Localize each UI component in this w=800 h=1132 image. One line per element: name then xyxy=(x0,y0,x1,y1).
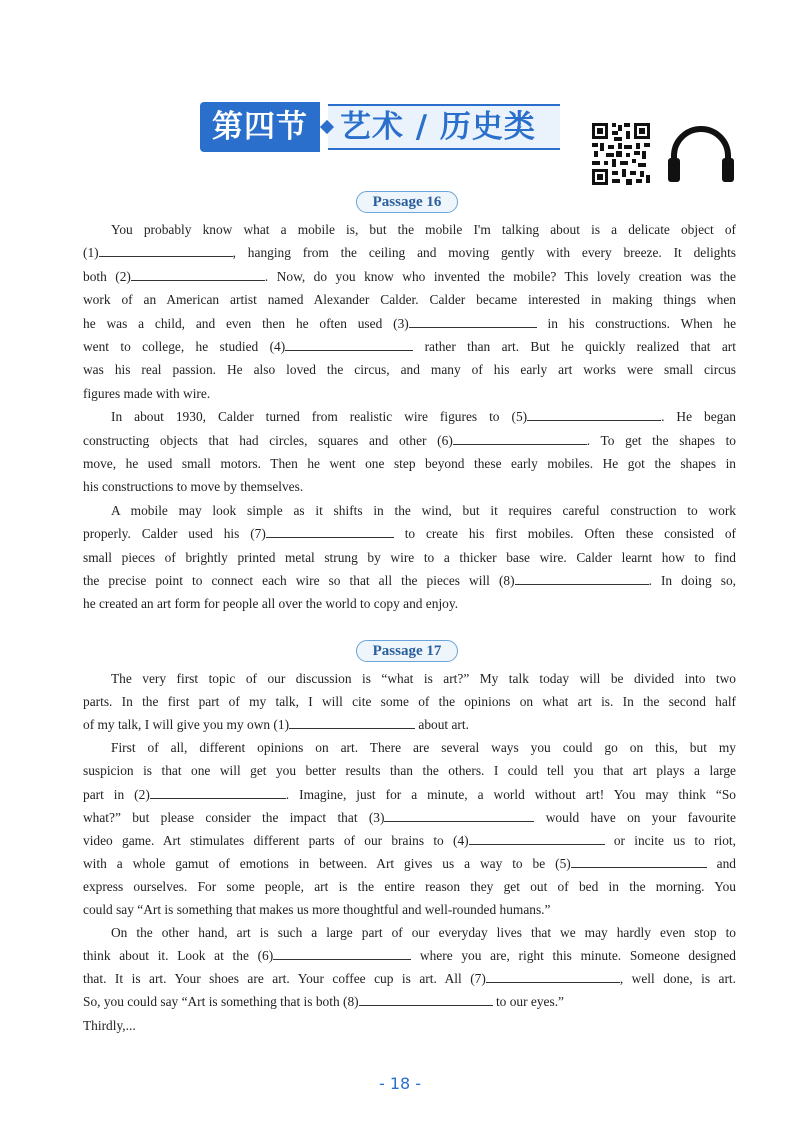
line-text: move, he used small motors. Then he went one step beyond these early mobiles. He got the shapes in xyxy=(83,456,736,471)
line-text: to create his first mobiles. Often these consisted of xyxy=(393,526,737,542)
text-line xyxy=(83,899,736,921)
line-text: and xyxy=(706,855,736,871)
answer-blank[interactable] xyxy=(469,830,605,845)
line-text: he was a child, and even then he often used (3) xyxy=(83,315,409,331)
text-line xyxy=(83,968,736,990)
page-number: - 18 - xyxy=(378,1074,422,1093)
text-line xyxy=(83,945,736,967)
text-line xyxy=(111,500,736,522)
text-line xyxy=(83,547,736,569)
line-text: what?” but please consider the impact that (3) xyxy=(83,809,385,825)
text-line xyxy=(83,1015,736,1037)
answer-blank[interactable] xyxy=(266,523,394,538)
answer-blank[interactable] xyxy=(453,430,587,445)
line-text: properly. Calder used his (7) xyxy=(83,526,266,542)
answer-blank[interactable] xyxy=(527,406,661,421)
answer-blank[interactable] xyxy=(409,313,537,328)
line-text: the precise point to connect each wire so that all the pieces will (8) xyxy=(83,573,515,588)
text-line xyxy=(83,714,736,736)
line-text: (1) xyxy=(83,245,99,261)
line-text: A mobile may look simple as it shifts in the wind, but it requires careful construction to work xyxy=(111,502,736,518)
line-text: with a whole gamut of emotions in between. Art gives us a way to be (5) xyxy=(83,855,571,871)
text-line xyxy=(111,668,736,690)
line-text: Thirdly,... xyxy=(83,1017,136,1033)
line-text: You probably know what a mobile is, but the mobile I'm talking about is a delicate object of xyxy=(111,222,736,237)
line-text: would have on your favourite xyxy=(534,809,736,825)
text-line xyxy=(83,691,736,713)
section-title: 第四节 xyxy=(212,109,308,145)
line-text: where you are, right this minute. Someone designed xyxy=(411,948,736,964)
text-line xyxy=(83,593,736,615)
answer-blank[interactable] xyxy=(285,336,413,351)
line-text: that. It is art. Your shoes are art. Your coffee cup is art. All (7) xyxy=(83,971,486,987)
text-line xyxy=(83,570,736,592)
line-text: think about it. Look at the (6) xyxy=(83,948,274,964)
text-line xyxy=(83,760,736,782)
text-line xyxy=(83,991,736,1013)
topic-title: 艺术 / 历史类 xyxy=(340,109,536,145)
text-line xyxy=(111,219,736,241)
line-text: . Now, do you know who invented the mobile? This lovely creation was the xyxy=(264,268,736,284)
text-line xyxy=(83,336,736,358)
text-line xyxy=(83,807,736,829)
answer-blank[interactable] xyxy=(359,991,493,1006)
text-line xyxy=(83,383,736,405)
line-text: of my talk, I will give you my own (1) xyxy=(83,717,290,733)
headphone-icon[interactable] xyxy=(664,126,738,182)
line-text: . In doing so, xyxy=(648,573,736,588)
section-banner xyxy=(200,102,560,152)
answer-blank[interactable] xyxy=(384,807,534,822)
text-line xyxy=(111,737,736,759)
line-text: . Imagine, just for a minute, a world without art! You may think “So xyxy=(285,786,736,802)
text-line xyxy=(83,359,736,381)
line-text: was his real passion. He also loved the circus, and many of his early art works were small circus xyxy=(83,362,736,378)
passage-17-label: Passage 17 xyxy=(356,640,458,662)
answer-blank[interactable] xyxy=(273,945,411,960)
answer-blank[interactable] xyxy=(571,853,707,868)
line-text: . He began xyxy=(661,409,736,425)
answer-blank[interactable] xyxy=(150,784,286,799)
line-text: part in (2) xyxy=(83,786,150,802)
text-line xyxy=(83,266,736,288)
text-line xyxy=(83,830,736,852)
line-text: figures made with wire. xyxy=(83,385,211,401)
text-line xyxy=(83,476,736,498)
line-text: could say “Art is something that makes us more thoughtful and well-rounded humans.” xyxy=(83,902,551,917)
line-text: The very first topic of our discussion is “what is art?” My talk today will be divided into two xyxy=(111,671,736,686)
line-text: his constructions to move by themselves. xyxy=(83,479,304,495)
line-text: parts. In the first part of my talk, I will cite some of the opinions on what art is. In the second half xyxy=(83,694,736,710)
text-line xyxy=(83,430,736,452)
line-text: , hanging from the ceiling and moving gently with every breeze. It delights xyxy=(232,245,736,261)
line-text: went to college, he studied (4) xyxy=(83,339,286,354)
text-line xyxy=(83,313,736,335)
line-text: small pieces of brightly printed metal strung by wire to a thicker base wire. Calder learnt how to find xyxy=(83,549,736,565)
answer-blank[interactable] xyxy=(289,714,415,729)
line-text: So, you could say “Art is something that is both (8) xyxy=(83,994,359,1010)
text-line xyxy=(83,784,736,806)
text-line xyxy=(83,289,736,311)
line-text: First of all, different opinions on art. There are several ways you could go on this, but my xyxy=(111,740,736,756)
line-text: rather than art. But he quickly realized that art xyxy=(413,339,736,354)
line-text: work of an American artist named Alexander Calder. Calder became interested in making things when xyxy=(83,292,736,308)
answer-blank[interactable] xyxy=(99,242,233,257)
line-text: . To get the shapes to xyxy=(586,432,736,448)
line-text: video game. Art stimulates different parts of our brains to (4) xyxy=(83,832,469,848)
line-text: to our eyes.” xyxy=(492,994,565,1010)
line-text: about art. xyxy=(415,717,469,733)
line-text: he created an art form for people all over the world to copy and enjoy. xyxy=(83,596,459,612)
text-line xyxy=(83,853,736,875)
answer-blank[interactable] xyxy=(131,266,265,281)
line-text: constructing objects that had circles, squares and other (6) xyxy=(83,432,453,448)
text-line xyxy=(83,453,736,475)
line-text: In about 1930, Calder turned from realistic wire figures to (5) xyxy=(111,409,528,425)
line-text: express ourselves. For some people, art is the entire reason they get out of bed in the morning. You xyxy=(83,878,736,894)
line-text: suspicion is that one will get you better results than the others. I could tell you that art plays a large xyxy=(83,763,736,779)
text-line xyxy=(83,523,736,545)
answer-blank[interactable] xyxy=(515,570,649,585)
line-text: or incite us to riot, xyxy=(604,832,736,848)
qr-code-icon[interactable] xyxy=(590,121,652,187)
text-line xyxy=(83,242,736,264)
passage-16-label: Passage 16 xyxy=(356,191,458,213)
text-line xyxy=(111,922,736,944)
line-text: , well done, is art. xyxy=(619,971,736,987)
text-line xyxy=(111,406,736,428)
line-text: in his constructions. When he xyxy=(536,315,737,331)
answer-blank[interactable] xyxy=(486,968,620,983)
line-text: both (2) xyxy=(83,268,131,284)
line-text: On the other hand, art is such a large part of our everyday lives that we may hardly even stop to xyxy=(111,925,736,941)
text-line xyxy=(83,876,736,898)
